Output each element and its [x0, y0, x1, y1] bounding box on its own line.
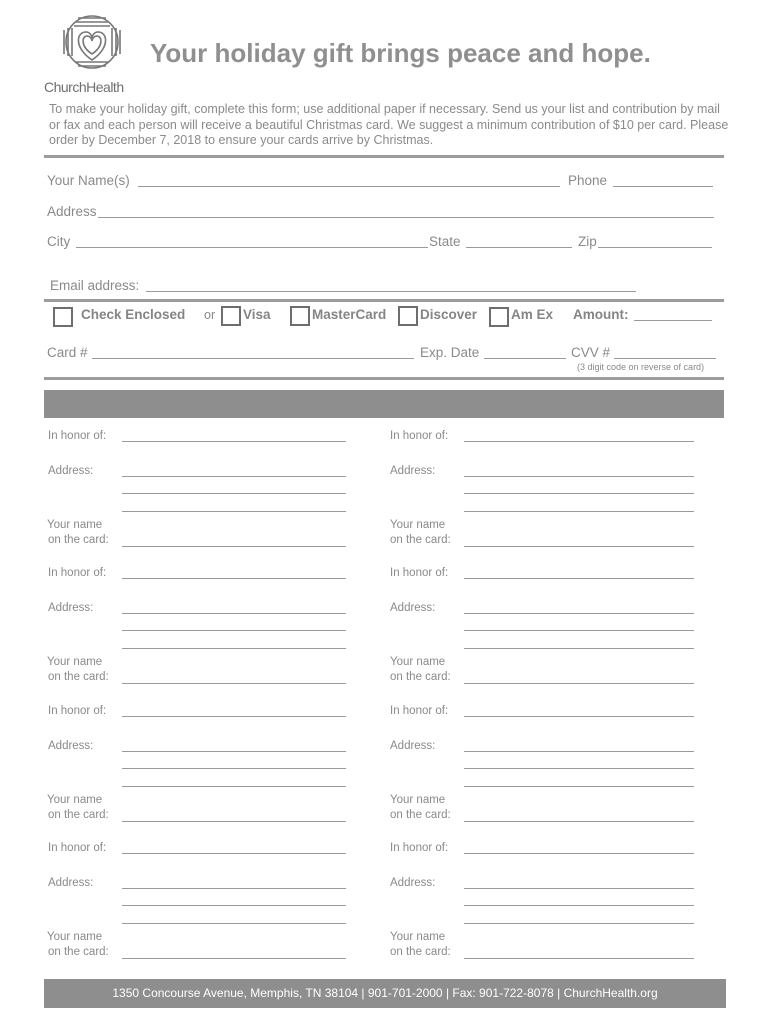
your-name-field[interactable] — [464, 546, 694, 547]
your-name-field[interactable] — [464, 683, 694, 684]
zip-label: Zip — [578, 234, 597, 249]
in-honor-of-label: In honor of: — [390, 567, 449, 579]
name-field[interactable] — [138, 186, 560, 187]
your-name-label: Your name — [47, 931, 103, 943]
check-enclosed-label: Check Enclosed — [81, 307, 186, 322]
gift-address-field[interactable] — [464, 476, 694, 477]
card-number-field[interactable] — [92, 358, 414, 359]
discover-label: Discover — [420, 307, 478, 322]
gift-address-field[interactable] — [464, 888, 694, 889]
gift-address-field[interactable] — [464, 511, 694, 512]
gift-address-label: Address: — [390, 465, 436, 477]
email-label: Email address: — [50, 278, 140, 293]
your-name-label: Your name — [47, 794, 103, 806]
in-honor-of-field[interactable] — [122, 578, 346, 579]
gift-address-label: Address: — [390, 740, 436, 752]
brand-name: ChurchHealth — [44, 79, 124, 95]
gift-address-field[interactable] — [122, 888, 346, 889]
gift-address-field[interactable] — [122, 511, 346, 512]
gift-address-field[interactable] — [464, 786, 694, 787]
your-name-field[interactable] — [122, 546, 346, 547]
gift-address-field[interactable] — [122, 786, 346, 787]
footer-bar: 1350 Concourse Avenue, Memphis, TN 38104 | 901-701-2000 | Fax: 901-722-8078 | ChurchHealth.org — [44, 979, 726, 1008]
in-honor-of-field[interactable] — [464, 853, 694, 854]
state-label: State — [429, 234, 461, 249]
gift-address-field[interactable] — [464, 648, 694, 649]
on-the-card-label: on the card: — [390, 671, 451, 683]
cvv-label: CVV # — [571, 345, 611, 360]
cvv-field[interactable] — [614, 358, 716, 359]
gift-address-label: Address: — [390, 877, 436, 889]
gift-address-field[interactable] — [122, 476, 346, 477]
on-the-card-label: on the card: — [48, 534, 109, 546]
on-the-card-label: on the card: — [390, 809, 451, 821]
address-field[interactable] — [98, 217, 714, 218]
your-name-label: Your name — [47, 519, 103, 531]
intro-text: To make your holiday gift, complete this form; use additional paper if necessary. Send us your list and contribution by mail or fax and each person will receive a beautiful Christmas card. We suggest a minimum contribution of $10 per card. Please order by December 7, 2018 to ensure your cards arrive by Christmas. — [49, 102, 729, 147]
your-name-label: Your name — [47, 656, 103, 668]
card-label: Card # — [47, 345, 88, 360]
your-name-field[interactable] — [122, 958, 346, 959]
cvv-note: (3 digit code on reverse of card) — [577, 362, 705, 372]
on-the-card-label: on the card: — [390, 946, 451, 958]
in-honor-of-label: In honor of: — [48, 430, 107, 442]
gift-address-field[interactable] — [122, 905, 346, 906]
state-field[interactable] — [466, 247, 572, 248]
gift-address-field[interactable] — [464, 493, 694, 494]
your-name-label: Your name — [390, 656, 446, 668]
church-health-logo — [56, 10, 128, 74]
in-honor-of-label: In honor of: — [390, 430, 449, 442]
gift-address-field[interactable] — [464, 768, 694, 769]
page-title: Your holiday gift brings peace and hope. — [150, 38, 651, 68]
address-label: Address — [47, 204, 97, 219]
amex-label: Am Ex — [511, 307, 554, 322]
in-honor-of-label: In honor of: — [48, 842, 107, 854]
gift-address-field[interactable] — [122, 751, 346, 752]
your-name-field[interactable] — [122, 683, 346, 684]
discover-checkbox[interactable] — [398, 306, 418, 326]
gift-address-field[interactable] — [122, 493, 346, 494]
your-name-field[interactable] — [122, 821, 346, 822]
gift-address-field[interactable] — [464, 923, 694, 924]
amount-field[interactable] — [634, 320, 712, 321]
in-honor-of-label: In honor of: — [390, 842, 449, 854]
on-the-card-label: on the card: — [48, 671, 109, 683]
gift-address-label: Address: — [48, 465, 94, 477]
check-enclosed-checkbox[interactable] — [53, 307, 73, 327]
gift-address-field[interactable] — [122, 923, 346, 924]
visa-checkbox[interactable] — [221, 306, 241, 326]
mastercard-checkbox[interactable] — [290, 306, 310, 326]
exp-date-field[interactable] — [484, 358, 566, 359]
visa-label: Visa — [243, 307, 271, 322]
your-name-field[interactable] — [464, 821, 694, 822]
divider — [44, 155, 724, 158]
amount-label: Amount: — [573, 307, 629, 322]
name-label: Your Name(s) — [47, 173, 130, 188]
gift-address-label: Address: — [48, 602, 94, 614]
in-honor-of-field[interactable] — [122, 441, 346, 442]
gift-address-field[interactable] — [122, 613, 346, 614]
divider — [44, 299, 724, 302]
divider — [44, 377, 724, 380]
gift-address-field[interactable] — [464, 751, 694, 752]
gift-address-label: Address: — [390, 602, 436, 614]
your-name-label: Your name — [390, 794, 446, 806]
or-label: or — [204, 308, 216, 322]
your-name-label: Your name — [390, 519, 446, 531]
gift-section-header-band — [44, 390, 724, 418]
in-honor-of-field[interactable] — [122, 853, 346, 854]
gift-address-field[interactable] — [122, 648, 346, 649]
in-honor-of-field[interactable] — [122, 716, 346, 717]
phone-label: Phone — [568, 173, 608, 188]
gift-address-label: Address: — [48, 877, 94, 889]
in-honor-of-label: In honor of: — [48, 705, 107, 717]
amex-checkbox[interactable] — [489, 307, 509, 327]
gift-address-label: Address: — [48, 740, 94, 752]
city-field[interactable] — [76, 247, 428, 248]
on-the-card-label: on the card: — [48, 946, 109, 958]
exp-date-label: Exp. Date — [420, 345, 480, 360]
phone-field[interactable] — [613, 186, 713, 187]
zip-field[interactable] — [598, 247, 712, 248]
in-honor-of-label: In honor of: — [48, 567, 107, 579]
your-name-label: Your name — [390, 931, 446, 943]
gift-address-field[interactable] — [464, 613, 694, 614]
city-label: City — [47, 234, 71, 249]
in-honor-of-label: In honor of: — [390, 705, 449, 717]
mastercard-label: MasterCard — [312, 307, 387, 322]
gift-address-field[interactable] — [122, 630, 346, 631]
on-the-card-label: on the card: — [48, 809, 109, 821]
gift-address-field[interactable] — [464, 630, 694, 631]
your-name-field[interactable] — [464, 958, 694, 959]
in-honor-of-field[interactable] — [464, 716, 694, 717]
on-the-card-label: on the card: — [390, 534, 451, 546]
email-field[interactable] — [146, 291, 636, 292]
in-honor-of-field[interactable] — [464, 441, 694, 442]
gift-address-field[interactable] — [464, 905, 694, 906]
gift-address-field[interactable] — [122, 768, 346, 769]
in-honor-of-field[interactable] — [464, 578, 694, 579]
